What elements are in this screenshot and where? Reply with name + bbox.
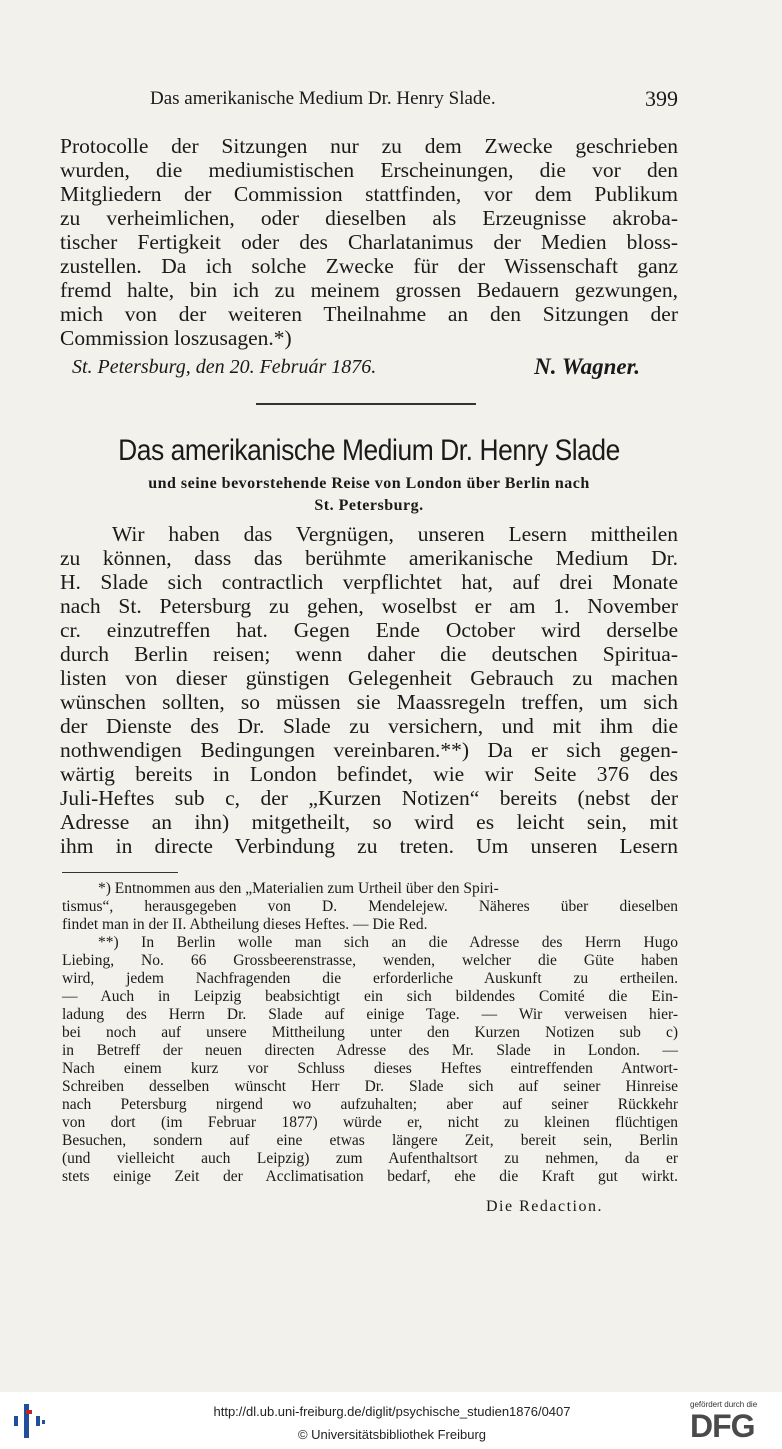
- signature-line: [72, 356, 672, 379]
- dfg-tagline: gefördert durch die: [690, 1400, 758, 1409]
- text-line: cr. einzutreffen hat. Gegen Ende October wird derselbe: [60, 618, 678, 642]
- text-line: zu verheimlichen, oder dieselben als Erzeugnisse akroba-: [60, 206, 678, 230]
- text-line: Protocolle der Sitzungen nur zu dem Zwecke geschrieben: [60, 134, 678, 158]
- text-line: fremd halte, bin ich zu meinem grossen Bedauern gezwungen,: [60, 278, 678, 302]
- text-line: der Dienste des Dr. Slade zu versichern, und mit ihm die: [60, 714, 678, 738]
- text-line: nothwendigen Bedingungen vereinbaren.**) Da er sich gegen-: [60, 738, 678, 762]
- running-header: [150, 88, 678, 110]
- footnote-line: wird, jedem Nachfragenden die erforderliche Auskunft zu ertheilen.: [62, 970, 678, 987]
- text-line: zu können, dass das berühmte amerikanische Medium Dr.: [60, 546, 678, 570]
- article-subtitle: St. Petersburg.: [314, 497, 424, 514]
- footnote-signature: Die Redaction.: [486, 1198, 603, 1215]
- footnote-line: Besuchen, sondern auf eine etwas längere Zeit, bereit sein, Berlin: [62, 1132, 678, 1149]
- footnote-rule: [62, 872, 178, 873]
- article-subtitle: und seine bevorstehende Reise von London über Berlin nach: [148, 475, 590, 492]
- text-line: Wir haben das Vergnügen, unseren Lesern mittheilen: [112, 522, 678, 546]
- text-line: ihm in directe Verbindung zu treten. Um unseren Lesern: [60, 834, 678, 858]
- footnote-line: stets einige Zeit der Acclimatisation bedarf, ehe die Kraft gut wirkt.: [62, 1168, 678, 1185]
- text-line: mich von der weiteren Theilnahme an den Sitzungen der: [60, 302, 678, 326]
- footnote-line: tismus“, herausgegeben von D. Mendelejew. Näheres über dieselben: [62, 898, 678, 915]
- footnote-line: Liebing, No. 66 Grossbeerenstrasse, wenden, welcher die Güte haben: [62, 952, 678, 969]
- article-title: Das amerikanische Medium Dr. Henry Slade: [118, 434, 620, 467]
- footnote-line: — Auch in Leipzig beabsichtigt ein sich bildendes Comité die Ein-: [62, 988, 678, 1005]
- text-line: zustellen. Da ich solche Zwecke für der Wissenschaft ganz: [60, 254, 678, 278]
- footnote-line: findet man in der II. Abtheilung dieses Heftes. — Die Red.: [62, 916, 428, 933]
- text-line: nach St. Petersburg zu gehen, woselbst er am 1. November: [60, 594, 678, 618]
- footnote-line: Nach einem kurz vor Schluss dieses Heftes eintreffenden Antwort-: [62, 1060, 678, 1077]
- signature-place-date: St. Petersburg, den 20. Február 1876.: [72, 356, 377, 378]
- text-line: durch Berlin reisen; wenn daher die deutschen Spiritua-: [60, 642, 678, 666]
- university-library-logo-icon[interactable]: [12, 1402, 46, 1440]
- text-line: Juli-Heftes sub c, der „Kurzen Notizen“ bereits (nebst der: [60, 786, 678, 810]
- copyright-notice: © Universitätsbibliothek Freiburg: [297, 1427, 487, 1442]
- page-url-link[interactable]: http://dl.ub.uni-freiburg.de/diglit/psychische_studien1876/0407: [213, 1404, 571, 1419]
- footnote-line: *) Entnommen aus den „Materialien zum Urtheil über den Spiri-: [98, 880, 499, 897]
- footnote-line: bei noch auf unsere Mittheilung unter den Kurzen Notizen sub c): [62, 1024, 678, 1041]
- footnote-line: nach Petersburg nirgend wo aufzuhalten; aber auf seiner Rückkehr: [62, 1096, 678, 1113]
- text-line: listen von dieser günstigen Gelegenheit Gebrauch zu machen: [60, 666, 678, 690]
- text-line: wünschen sollten, so müssen sie Maassregeln treffen, um sich: [60, 690, 678, 714]
- footnote-line: Schreiben desselben wünscht Herr Dr. Slade sich auf seiner Hinreise: [62, 1078, 678, 1095]
- page-number: 399: [645, 86, 678, 111]
- footnote-line: von dort (im Februar 1877) würde er, nicht zu kleinen flüchtigen: [62, 1114, 678, 1131]
- signature-name: N. Wagner.: [534, 354, 640, 379]
- text-line: tischer Fertigkeit oder des Charlatanimus der Medien bloss-: [60, 230, 678, 254]
- section-divider: [256, 403, 476, 405]
- text-line: wurden, die mediumistischen Erscheinungen, die vor den: [60, 158, 678, 182]
- text-line: H. Slade sich contractlich verpflichtet hat, auf drei Monate: [60, 570, 678, 594]
- text-line: wärtig bereits in London befindet, wie wir Seite 376 des: [60, 762, 678, 786]
- text-line: Adresse an ihn) mitgetheilt, so wird es leicht sein, mit: [60, 810, 678, 834]
- text-line: Mitgliedern der Commission stattfinden, vor dem Publikum: [60, 182, 678, 206]
- footnote-line: ladung des Herrn Dr. Slade auf einige Tage. — Wir verweisen hier-: [62, 1006, 678, 1023]
- footnote-line: in Betreff der neuen directen Adresse des Mr. Slade in London. —: [62, 1042, 678, 1059]
- footnote-line: **) In Berlin wolle man sich an die Adresse des Herrn Hugo: [98, 934, 678, 951]
- dfg-logo-icon[interactable]: DFG: [690, 1408, 755, 1444]
- footnote-line: (und vielleicht auch Leipzig) zum Aufenthaltsort zu nehmen, da er: [62, 1150, 678, 1167]
- running-title: Das amerikanische Medium Dr. Henry Slade.: [150, 88, 496, 109]
- text-line: Commission loszusagen.*): [60, 326, 292, 350]
